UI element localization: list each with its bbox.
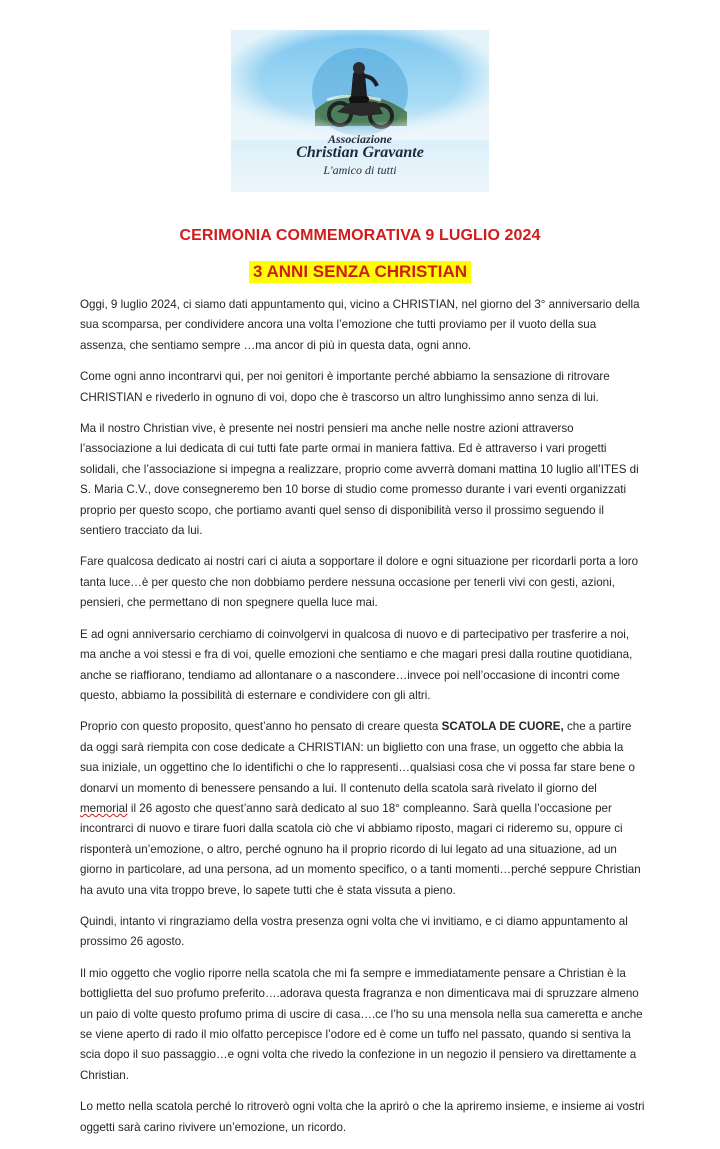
- paragraph-2: Come ogni anno incontrarvi qui, per noi genitori è importante perché abbiamo la sensazione di ritrovare CHRISTIAN e rivederlo in ognuno di voi, dopo che è trascorso un altro lunghissimo anno senza di lui.: [80, 370, 610, 404]
- paragraph-6-part-e: il 26 agosto che quest’anno sarà dedicato al suo 18° compleanno. Sarà quella l’occasione per incontrarci di nuovo e tirare fuori dalla scatola ciò che vi abbiamo riposto, magari ci rideremo su, oppure ci risponterà un’emozione, o altro, perché ognuno ha il proprio ricordo di lui legato ad una situazione, ad un giorno in particolare, ad una persona, ad un momento specifico, o a tanti momenti…perché seppure Christian ha avuto una vita troppo breve, lo sapete tutti che è stata vissuta a pieno.: [80, 801, 641, 897]
- logo-line-name: Christian Gravante: [296, 144, 424, 161]
- paragraph-8: Il mio oggetto che voglio riporre nella scatola che mi fa sempre e immediatamente pensare a Christian è la bottiglietta del suo profumo preferito….adorava questa fragranza e non dimenticava mai di spruzzare almeno un paio di volte questo profumo prima di uscire di casa….ce l’ho su una mensola nella sua cameretta e anche se viene aperto di rado il mio olfatto percepisce l’odore ed è come un tuffo nel passato, quando si sentiva la scia dopo il suo passaggio…e ogni volta che rivedo la confezione in un negozio il pensiero va direttamente a Christian.: [80, 966, 643, 1082]
- association-logo: [231, 30, 489, 192]
- scatola-de-cuore-bold: SCATOLA DE CUORE,: [441, 720, 564, 734]
- paragraph-6-part-a: Proprio con questo proposito, quest’anno ho pensato di creare questa: [80, 720, 442, 734]
- subtitle-container: [0, 261, 720, 283]
- motorcycle-photo-icon: [231, 30, 489, 140]
- paragraph-1: Oggi, 9 luglio 2024, ci siamo dati appuntamento qui, vicino a CHRISTIAN, nel giorno del 3° anniversario della sua scomparsa, per condividere ancora una volta l’emozione che tutti proviamo per il vuoto della sua assenza, che sentiamo sempre …ma ancor di più in questa data, ogni anno.: [80, 298, 640, 352]
- spellcheck-word-memorial: memorial: [80, 801, 128, 815]
- paragraph-3: Ma il nostro Christian vive, è presente nei nostri pensieri ma anche nelle nostre azioni attraverso l’associazione a lui dedicata di cui tutti fate parte ormai in maniera fattiva. Ed è attraverso i vari progetti solidali, che l’associazione si impegna a realizzare, proprio come avverrà domani mattina 10 luglio all’ITES di S. Maria C.V., dove consegneremo ben 10 borse di studio come promesso durante i vari eventi organizzati proprio per questo scopo, che portiamo avanti quel senso di disponibilità verso il prossimo seguendo il sentiero tracciato da lui.: [80, 422, 639, 538]
- paragraph-5: E ad ogni anniversario cerchiamo di coinvolgervi in qualcosa di nuovo e di partecipativo per trasferire a noi, ma anche a voi stessi e fra di voi, quelle emozioni che sentiamo e che magari presi dalla routine quotidiana, anche se riaffiorano, tendiamo ad allontanare o a nascondere…invece poi nell’occasione di incontri come questo, abbiamo la possibilità di esternare e condividere con gli altri.: [80, 627, 633, 702]
- paragraph-4: Fare qualcosa dedicato ai nostri cari ci aiuta a sopportare il dolore e ogni situazione per ricordarli porta a loro tanta luce…è per questo che non dobbiamo perdere nessuna occasione per tenerli vivi con gesti, azioni, pensieri, che permettano di non spegnere quella luce mai.: [80, 555, 639, 610]
- page-title: CERIMONIA COMMEMORATIVA 9 LUGLIO 2024: [179, 227, 541, 244]
- paragraph-9: Lo metto nella scatola perché lo ritroverò ogni volta che la aprirò o che la apriremo insieme, e insieme ai vostri oggetti sarà carino rivivere un’emozione, un ricordo.: [80, 1100, 645, 1134]
- logo-line-tagline: L'amico di tutti: [323, 163, 397, 177]
- document-body: [80, 295, 645, 1149]
- logo-line-association: Associazione: [327, 132, 392, 146]
- paragraph-6: [80, 717, 645, 901]
- page-subtitle: 3 ANNI SENZA CHRISTIAN: [249, 261, 471, 283]
- paragraph-6-part-c: che a partire da oggi sarà riempita con cose dedicate a CHRISTIAN: un biglietto con una frase, un oggetto che abbia la sua iniziale, un oggettino che lo identifichi o che lo rappresenti…qualsiasi cosa che vi possa far stare bene o donarvi un momento di benessere pensando a lui. Il contenuto della scatola sarà rivelato il giorno del: [80, 720, 635, 795]
- paragraph-7: Quindi, intanto vi ringraziamo della vostra presenza ogni volta che vi invitiamo, e ci diamo appuntamento al prossimo 26 agosto.: [80, 914, 628, 949]
